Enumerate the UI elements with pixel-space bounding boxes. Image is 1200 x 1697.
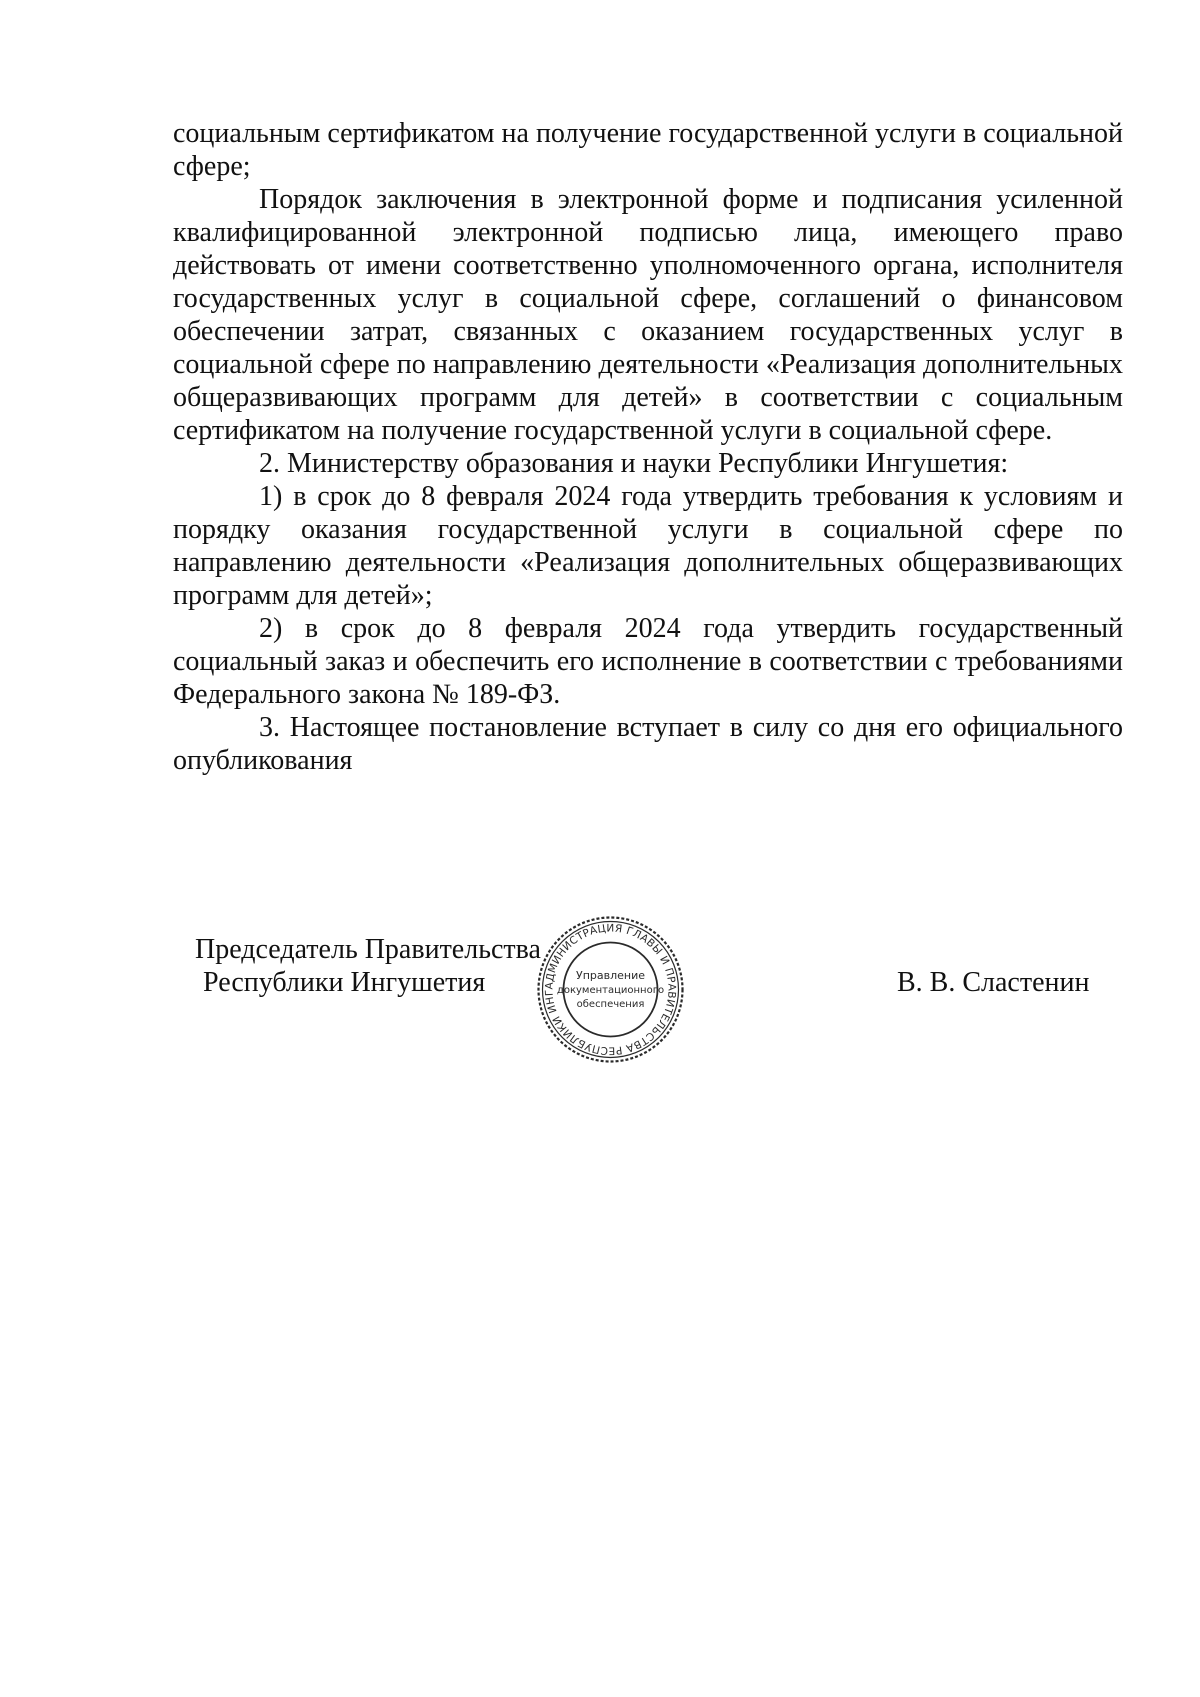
signatory-position <box>195 933 541 999</box>
paragraph-item-3: 3. Настоящее постановление вступает в силу со дня его официального опубликования <box>173 712 1123 776</box>
stamp-center-line2: документационного <box>556 985 665 996</box>
signatory-position-line1: Председатель Правительства <box>195 934 541 965</box>
document-body <box>173 117 1123 777</box>
paragraph-procedure: Порядок заключения в электронной форме и подписания усиленной квалифицированной электронной подписью лица, имеющего право действовать от имени соответственно уполномоченного органа, исполнителя государственных услуг в социальной сфере, соглашений о финансовом обеспечении затрат, связанных с оказанием государственных услуг в социальной сфере по направлению деятельности «Реализация дополнительных общеразвивающих программ для детей» в соответствии с социальным сертификатом на получение государственной услуги в социальной сфере. <box>173 184 1123 446</box>
paragraph-subitem-1: 1) в срок до 8 февраля 2024 года утвердить требования к условиям и порядку оказания государственной услуги в социальной сфере по направлению деятельности «Реализация дополнительных общеразвивающих программ для детей»; <box>173 481 1123 611</box>
paragraph-item-2: 2. Министерству образования и науки Республики Ингушетия: <box>259 448 1009 479</box>
stamp-ring-text: АДМИНИСТРАЦИЯ ГЛАВЫ И ПРАВИТЕЛЬСТВА РЕСПУБЛИКИ ИНГ <box>543 922 678 1057</box>
signatory-name: В. В. Сластенин <box>897 967 1090 998</box>
signatory-position-line2: Республики Ингушетия <box>203 967 486 998</box>
official-stamp <box>533 912 688 1067</box>
paragraph-subitem-2: 2) в срок до 8 февраля 2024 года утвердить государственный социальный заказ и обеспечить его исполнение в соответствии с требованиями Федерального закона № 189-ФЗ. <box>173 613 1123 710</box>
stamp-seal-icon <box>533 912 688 1067</box>
stamp-center-line3: обеспечения <box>576 999 645 1010</box>
paragraph-continuation: социальным сертификатом на получение государственной услуги в социальной сфере; <box>173 118 1123 182</box>
stamp-center-line1: Управление <box>575 969 646 982</box>
